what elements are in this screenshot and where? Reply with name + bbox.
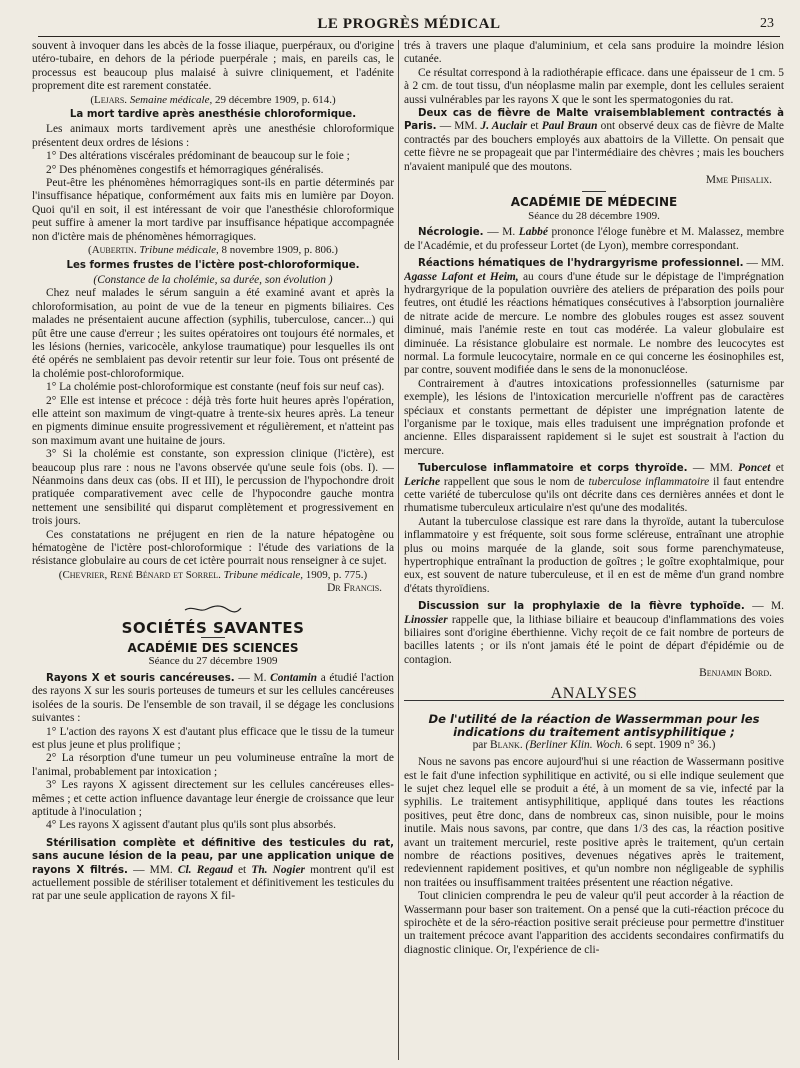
author-name: Contamin [270, 671, 317, 684]
academy-heading: ACADÉMIE DE MÉDECINE [510, 195, 678, 210]
text-run: — MM. [692, 462, 733, 475]
citation-journal: Tribune médicale, [139, 244, 219, 257]
column-divider [398, 40, 399, 1060]
text-run: il faut entendre cette variété de tuberculose qu'ils ont décrite dans ces dernières années et dont le rhumatisme tuberculeux articulaire n'est qu'une des modalités. [404, 475, 784, 515]
paragraph: Peut-être les phénomènes hémorragiques sont-ils en partie déterminés par l'insuffisance hépatique, conformément aux faits mis en lumière par Doyon. Quoi qu'il en soit, il est intéressant de voir que l'anesthésie chloroformique peut suffire à amener la mort tardive par insuffisance hépatique accompagnée non d'ictère mais de phénomènes hémorragiques. [32, 177, 394, 243]
paragraph: Nous ne savons pas encore aujourd'hui si une réaction de Wassermann positive est le fait d'une infection syphilitique en activité, ou si elle indique seulement que le sujet chez lequel elle se produit a été, à un moment de sa vie, infecté par la syphilis. Le traitement antisyphilitique, appliqué dans toutes les réactions positives, peut être donc, dans de nombreux cas, sinon nuisible, pour le moins inutile. Mais nous savons, par contre, que dans 1/3 des cas, la réaction positive avant un traitement mercuriel, reste positive après le traitement, qu'un certain nombre de réactions positives, devenues négatives après le traitement, redeviennent rapidement positives, et qu'un nombre non négligeable de syphilis non traitées ou insuffisamment traitées présentent une réaction négative. [404, 756, 784, 889]
paragraph [32, 672, 394, 726]
author-name: Th. Nogier [251, 863, 305, 876]
author-name: Labbé [518, 226, 548, 239]
text-run: au cours d'une étude sur le dépistage de l'imprégnation hydrargyrique de la population ouvrière des ateliers de préparation des poils pour feutres, ont étudié les réactions hématiques consécutives à l'absorption journalière de nitrate acide de mercure. Le nombre des globules rouges est assez souvent diminué, mais l'anémie reste en tout cas modérée. La valeur globulaire est diminuée. La résistance globulaire est normale. Le nombre des leucocytes est normal. La formule leucocytaire, normale en ce qui concerne les éosinophiles est, par contre, souvent modifiée dans le sens de la mononucléose. [404, 270, 784, 377]
paragraph: Les animaux morts tardivement après une anesthésie chloroformique présentent deux ordres de lésions : [32, 123, 394, 149]
left-column [32, 40, 394, 1060]
citation-author: (Lejars. [90, 93, 128, 106]
paragraph: Ces constatations ne préjugent en rien de la nature hépatogène ou hématogène de l'ictère post-chloroformique : l'étude des variations de la résistance globulaire au cours de cet ictère pourrait nous renseigner à ce sujet. [32, 528, 394, 568]
citation-ref: 29 décembre 1909, p. 614.) [215, 93, 336, 106]
paragraph: trés à travers une plaque d'aluminium, et cela sans produire la moindre lésion cutanée. [404, 40, 784, 66]
paragraph: Contrairement à d'autres intoxications professionnelles (saturnisme par exemple), les lésions de l'intoxication mercurielle n'offrent pas de caractères spéciaux et constants permettant de dépister une imprégnation latente de l'organisme par le toxique, mais elles traduisent une imprégnation profonde et ancienne. Elles disparaissent rapidement si le sujet est soustrait à l'action du mercure. [404, 377, 784, 457]
text-run: ont observé deux cas de fièvre de Malte contractés par des bouchers employés aux abattoirs de la Villette. On pensait que cette fièvre ne se propageait que par l'intermédiaire des chèvres ; mais les bouchers n'avaient manipulé que des moutons. [404, 120, 784, 173]
paragraph [404, 600, 784, 667]
page-header [38, 12, 780, 37]
text-run: — M. [752, 600, 784, 613]
author-name: J. Auclair [480, 120, 528, 133]
citation-journal: (Berliner Klin. Woch. [525, 738, 624, 751]
paragraph: 2° Elle est intense et précoce : déjà très forte huit heures après l'opération, elle atteint son maximum de vingt-quatre à trente-six heures après. La teneur en pigments diminue ensuite progressivement et régulièrement, et n'atteint pas son maximum avant une huitaine de jours. [32, 394, 394, 447]
session-date: Séance du 27 décembre 1909 [148, 655, 278, 668]
citation-ref: 1909, p. 775.) [305, 568, 368, 581]
paragraph: souvent à invoquer dans les abcès de la fosse iliaque, puerpéraux, ou d'origine utéro-tubaire, en dehors de la période puerpérale ; mais, en pareils cas, le processus est beaucoup plus malaisé à suivre cliniquement, et l'adénite proprement dite est rarement constatée. [32, 40, 394, 93]
citation-ref: 8 novembre 1909, p. 806.) [221, 244, 338, 257]
author-name: Agasse Lafont et Heim, [404, 270, 519, 283]
text-run: rappellent que sous le nom de [443, 475, 585, 488]
citation [32, 244, 394, 257]
article-heading: Les formes frustes de l'ictère post-chloroformique. [66, 259, 360, 271]
session-date: Séance du 28 décembre 1909. [528, 209, 660, 222]
paragraph: 3° Les rayons X agissent directement sur les cellules cancéreuses elles-mêmes ; et cette action influence davantage leur énergie de croissance que leur aptitude à l'inoculation ; [32, 779, 394, 818]
academy-heading: ACADÉMIE DES SCIENCES [127, 641, 299, 656]
paragraph [32, 837, 394, 904]
text-run: — M. [487, 226, 516, 239]
item-title: Deux cas de fièvre de Malte vraisemblablement contractés à Paris. [404, 108, 784, 133]
article-subheading: (Constance de la cholémie, sa durée, son évolution ) [93, 273, 333, 286]
text-run: et [530, 120, 539, 133]
right-column [404, 40, 784, 1060]
paragraph: 1° Des altérations viscérales prédominant de beaucoup sur le foie ; [46, 150, 350, 163]
paragraph: Autant la tuberculose classique est rare dans la thyroïde, autant la tuberculose inflammatoire y est fréquente, soit sous forme scléreuse, entraînant une atrophie plus ou moins marquée de la glande, soit sous forme parenchymateuse, hypertrophique entraînant la production de goîtres ; le goître exophtalmique, pour eux, est souvent de nature tuberculeuse, et il en est de même d'un grand nombre d'états thyroïdiens. [404, 515, 784, 595]
short-rule [582, 191, 606, 192]
paragraph: 1° L'action des rayons X est d'autant plus efficace que le tissu de la tumeur est plus jeune et plus prolifique ; [32, 725, 394, 751]
citation-author: (Aubertin. [88, 244, 137, 257]
citation [32, 569, 394, 582]
flourish-icon [183, 604, 243, 614]
author-name: Linossier [404, 613, 448, 626]
author-name: Blank. [490, 738, 523, 751]
paragraph: Chez neuf malades le sérum sanguin a été examiné avant et après la chloroformisation, au point de vue de la teneur en pigments biliaires. Ces malades ne présentaient aucune affection (syphilis, tuberculose, cancer...) qui pût être une cause d'erreur ; les suites opératoires ont toujours été normales, et les lésions (hernies, varicocèle, ankylose traumatique) pour lesquelles ils ont été opérés ne semblaient pas devoir retentir sur leur foie. Tous ont présenté de la cholémie post-chloroformique. [32, 287, 394, 380]
text-run: — MM. [746, 257, 784, 270]
section-title: SOCIÉTÉS SAVANTES [121, 618, 305, 637]
author-name: Cl. Regaud [177, 863, 233, 876]
citation-author: (Chevrier, René Bénard et Sorrel. [58, 568, 221, 581]
item-title: Tuberculose inflammatoire et corps thyroïde. [418, 463, 688, 475]
author-name: Leriche [404, 475, 441, 488]
citation-journal: Tribune médicale, [223, 568, 304, 581]
author-signature: Dr Francis. [327, 582, 382, 595]
journal-title: LE PROGRÈS MÉDICAL [317, 16, 501, 32]
analyses-banner [404, 685, 784, 711]
text-run: et [775, 462, 784, 475]
text-run: par [472, 738, 488, 751]
item-title: Nécrologie. [418, 227, 484, 239]
text-run: — MM. [133, 863, 173, 876]
author-signature: Benjamin Bord. [699, 667, 772, 680]
citation-journal: Semaine médicale, [129, 93, 213, 106]
paragraph: 3° Si la cholémie est constante, son expression clinique (l'ictère), est beaucoup plus rare : nous ne l'avons observée qu'une seule fois (obs. I). — Néanmoins dans deux cas (obs. II et III), le percussion de l'hypochondre droit pratiquée comparativement avec celle de l'hypocondre gauche montra nettement une sensibilité qui disparut complètement et progressivement en trois jours. [32, 448, 394, 528]
text-run: rappelle que, la lithiase biliaire et beaucoup d'inflammations des voies biliaires sont d'origine éberthienne. Vichy reçoit de ce fait nombre de porteurs de bacilles latents ; or ils n'ont jamais été le point de départ d'épidémie ou de contagion. [404, 613, 784, 666]
item-title: Rayons X et souris cancéreuses. [46, 672, 235, 684]
author-name: Poncet [738, 462, 771, 475]
ornament-divider [32, 600, 394, 618]
text-run: prononce l'éloge funèbre et M. Malassez, membre de l'Académie, et du professeur Lortet (de Lyon), membre correspondant. [404, 226, 784, 252]
paragraph [404, 257, 784, 378]
author-signature: Mme Phisalix. [705, 174, 772, 187]
text-run: montrent qu'il est actuellement possible de stériliser totalement et définitivement les testicules du rat par une seule application de rayons X fil- [32, 863, 394, 903]
text-run: — MM. [439, 120, 478, 133]
paragraph: 1° La cholémie post-chloroformique est constante (neuf fois sur neuf cas). [46, 381, 385, 394]
paragraph [404, 226, 784, 253]
paragraph: 2° La résorption d'une tumeur un peu volumineuse entraîne la mort de l'animal, probablement par intoxication ; [32, 752, 394, 778]
item-title: Réactions hématiques de l'hydrargyrisme professionnel. [418, 258, 744, 270]
text-run: — M. [238, 671, 267, 684]
article-heading: La mort tardive après anesthésie chloroformique. [69, 109, 357, 121]
paragraph: Tout clinicien comprendra le peu de valeur qu'il peut accorder à la réaction de Wassermann pour baser son traitement. On a pensé que la cuti-réaction précoce du spirochète et de la séro-réaction positive serait précieuse pour permettre d'instituer un traitement précoce avant l'apparition des accidents secondaires confirmatifs du diagnostic clinique. Or, l'expérience de cli- [404, 890, 784, 956]
short-rule [201, 637, 225, 638]
paragraph: 2° Des phénomènes congestifs et hémorragiques généralisés. [46, 163, 324, 176]
analysis-reference [404, 739, 784, 752]
paragraph: Ce résultat correspond à la radiothérapie efficace. dans une épaisseur de 1 cm. 5 à 2 cm. de tout tissu, d'un néoplasme malin par exemple, dont les cellules seraient aussi vulnérables par les rayons X que le sont les spermatogonies du rat. [404, 66, 784, 106]
text-run: a étudié l'action des rayons X sur les souris porteuses de tumeurs et sur les cellules cancéreuses isolées de la souris. De l'ensemble de son travail, il se dégage les conclusions suivantes : [32, 671, 394, 725]
citation [32, 94, 394, 107]
item-title: Discussion sur la prophylaxie de la fièvre typhoïde. [418, 601, 745, 613]
author-name: Paul Braun [541, 120, 598, 133]
analysis-title: De l'utilité de la réaction de Wassermman pour les indications du traitement antisyphilitique ; [428, 711, 760, 739]
text-run: et [237, 863, 247, 876]
paragraph [404, 462, 784, 516]
paragraph [404, 107, 784, 174]
section-title: ANALYSES [543, 687, 646, 700]
citation-ref: 6 sept. 1909 n° 36.) [626, 738, 716, 751]
item-title: Stérilisation complète et définitive des testicules du rat, sans aucune lésion de la peau, par une application unique de rayons X filtrés. [32, 837, 394, 876]
italic-term: tuberculose inflammatoire [588, 475, 710, 488]
paragraph: 4° Les rayons X agissent d'autant plus qu'ils sont plus absorbés. [46, 819, 336, 832]
page-number: 23 [760, 16, 774, 31]
